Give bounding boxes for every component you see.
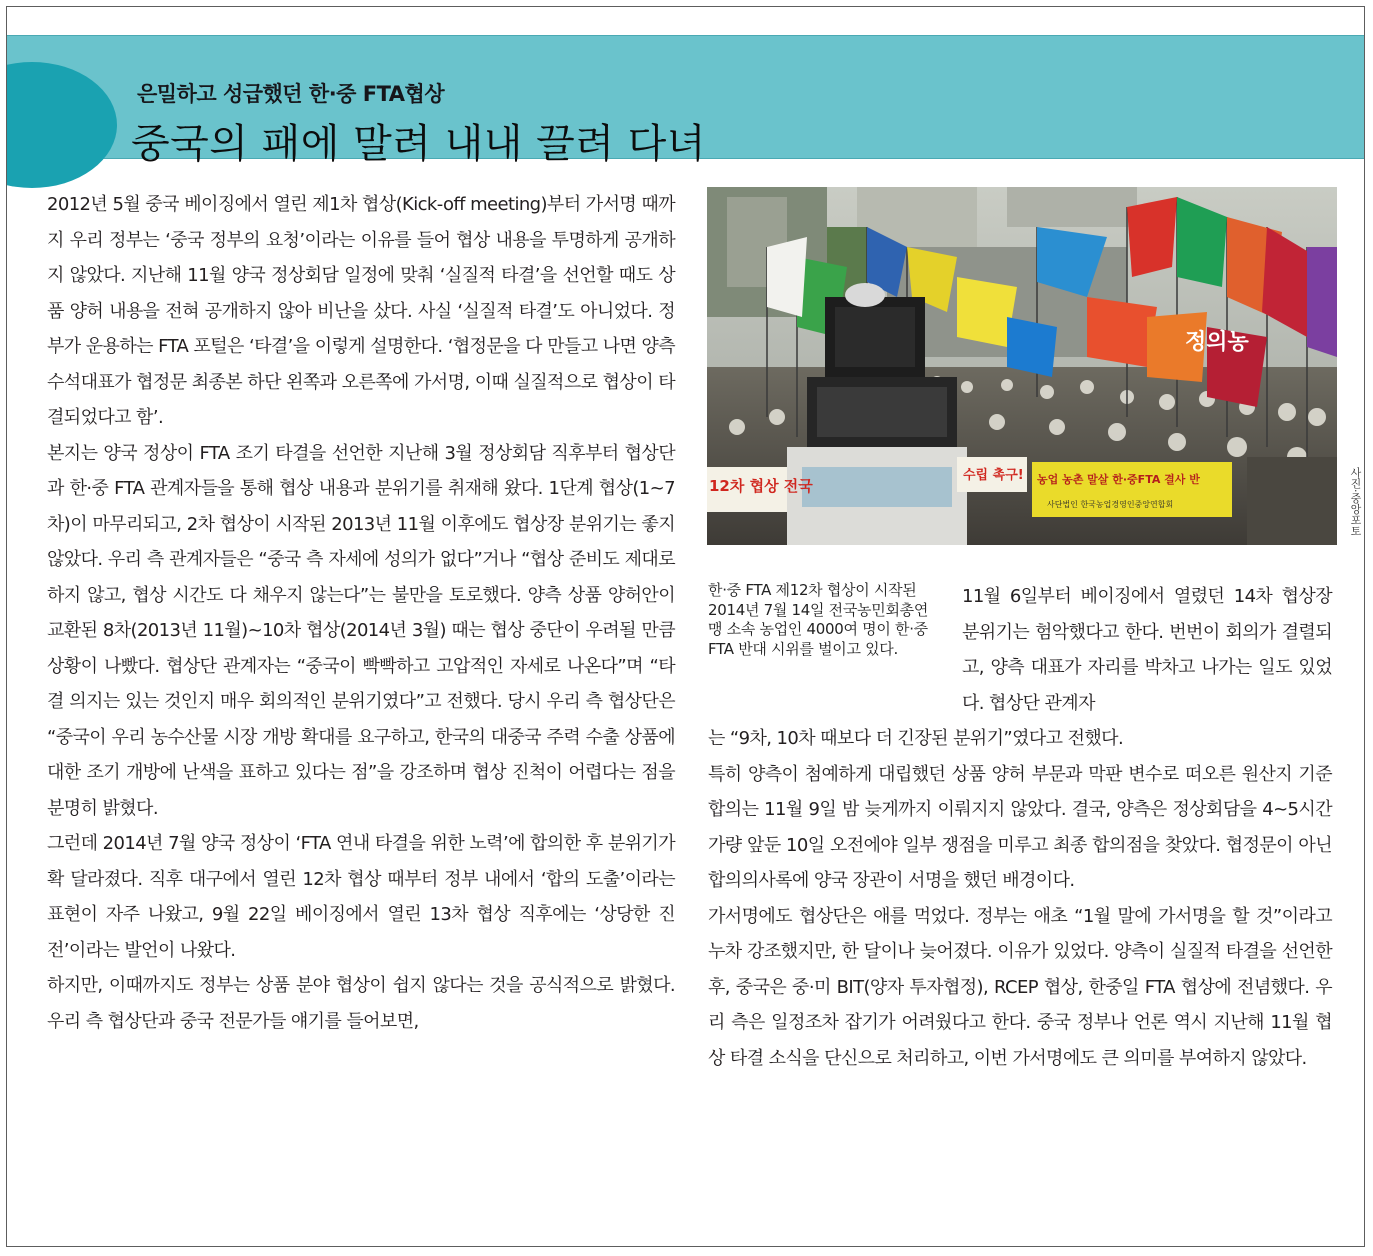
protest-photo [707, 187, 1337, 545]
right-column-top [962, 579, 1332, 721]
paragraph: 2012년 5월 중국 베이징에서 열린 제1차 협상(Kick-off meeting)부터 가서명 때까지 우리 정부는 ‘중국 정부의 요청’이라는 이유를 들어 협상 내용을 투명하게 공개하지 않았다. 지난해 11월 양국 정상회담 일정에 맞춰 ‘실질적 타결’을 선언할 때도 상품 양허 내용을 전혀 공개하지 않아 비난을 샀다. 사실 ‘실질적 타결’도 아니었다. 정부가 운용하는 FTA 포털은 ‘타결’을 이렇게 설명한다. ‘협정문을 다 만들고 나면 양측 수석대표가 협정문 최종본 하단 왼쪽과 오른쪽에 가서명, 이때 실질적으로 협상이 타결되었다고 함’. [47, 194, 675, 428]
flag-text: 정의농 [1185, 330, 1249, 355]
banner-circle-decoration [6, 62, 117, 188]
left-column [47, 187, 675, 1039]
article-frame [6, 6, 1365, 1247]
paragraph: 그런데 2014년 7월 양국 정상이 ‘FTA 연내 타결을 위한 노력’에 합의한 후 분위기가 확 달라졌다. 직후 대구에서 열린 12차 협상 때부터 정부 내에서 ‘합의 도출’이라는 표현이 자주 나왔고, 9월 22일 베이징에서 열린 13차 협상 직후에는 ‘상당한 진전’이라는 발언이 나왔다. [47, 833, 675, 961]
protest-photo-illustration [707, 187, 1337, 545]
right-column [708, 721, 1332, 1076]
banner-right-text: 농업 농촌 말살 한·중FTA 결사 반 [1037, 473, 1200, 486]
paragraph: 특히 양측이 첨예하게 대립했던 상품 양허 부문과 막판 변수로 떠오른 원산지 기준 합의는 11월 9일 밤 늦게까지 이뤄지지 않았다. 결국, 양측은 정상회담을 4~5시간 가량 앞둔 10일 오전에야 일부 쟁점을 미루고 최종 합의점을 찾았다. 협정문이 아닌 합의의사록에 양국 장관이 서명을 했던 배경이다. [708, 763, 1332, 891]
paragraph: 는 “9차, 10차 때보다 더 긴장된 분위기”였다고 전했다. [708, 728, 1124, 749]
banner-left-text: 12차 협상 전국 [709, 477, 813, 495]
paragraph: 본지는 양국 정상이 FTA 조기 타결을 선언한 지난해 3월 정상회담 직후부터 협상단과 한·중 FTA 관계자들을 통해 협상 내용과 분위기를 취재해 왔다. 1단계 협상(1~7차)이 마무리되고, 2차 협상이 시작된 2013년 11월 이후에도 협상장 분위기는 좋지 않았다. 우리 측 관계자들은 “중국 측 자세에 성의가 없다”거나 “협상 준비도 제대로 하지 않고, 협상 시간도 다 채우지 않는다”는 불만을 토로했다. 양측 상품 양허안이 교환된 8차(2013년 11월)~10차 협상(2014년 3월) 때는 협상 중단이 우려될 만큼 상황이 나빴다. 협상단 관계자는 “중국이 빡빡하고 고압적인 자세로 나온다”며 “타결 의지는 있는 것인지 매우 회의적인 분위기였다”고 전했다. 당시 우리 측 협상단은 “중국이 우리 농수산물 시장 개방 확대를 요구하고, 한국의 대중국 주력 수출 상품에 대한 조기 개방에 난색을 표하고 있다는 점”을 강조하며 협상 진척이 어렵다는 점을 분명히 밝혔다. [47, 442, 675, 819]
banner-right-subtext: 사단법인 한국농업경영인중앙연합회 [1047, 500, 1174, 509]
paragraph: 11월 6일부터 베이징에서 열렸던 14차 협상장 분위기는 험악했다고 한다. 번번이 회의가 결렬되고, 양측 대표가 자리를 박차고 나가는 일도 있었다. 협상단 관계자 [962, 586, 1332, 714]
photo-caption: 한·중 FTA 제12차 협상이 시작된 2014년 7월 14일 전국농민회총연맹 소속 농업인 4000여 명이 한·중 FTA 반대 시위를 벌이고 있다. [708, 581, 929, 658]
kicker: 은밀하고 성급했던 한·중 FTA협상 [137, 82, 445, 106]
title-banner [7, 35, 1365, 167]
banner-mid-text: 수립 촉구! [963, 468, 1024, 483]
paragraph: 가서명에도 협상단은 애를 먹었다. 정부는 애초 “1월 말에 가서명을 할 것”이라고 누차 강조했지만, 한 달이나 늦어졌다. 이유가 있었다. 양측이 실질적 타결을 선언한 후, 중국은 중·미 BIT(양자 투자협정), RCEP 협상, 한중일 FTA 협상에 전념했다. 우리 측은 일정조차 잡기가 어려웠다고 한다. 중국 정부나 언론 역시 지난해 11월 협상 타결 소식을 단신으로 처리하고, 이번 가서명에도 큰 의미를 부여하지 않았다. [708, 905, 1332, 1069]
headline: 중국의 패에 말려 내내 끌려 다녀 [131, 121, 706, 167]
photo-credit: 사진·중앙포토 [1349, 467, 1362, 537]
paragraph: 하지만, 이때까지도 정부는 상품 분야 협상이 쉽지 않다는 것을 공식적으로 밝혔다. 우리 측 협상단과 중국 전문가들 얘기를 들어보면, [47, 975, 675, 1032]
